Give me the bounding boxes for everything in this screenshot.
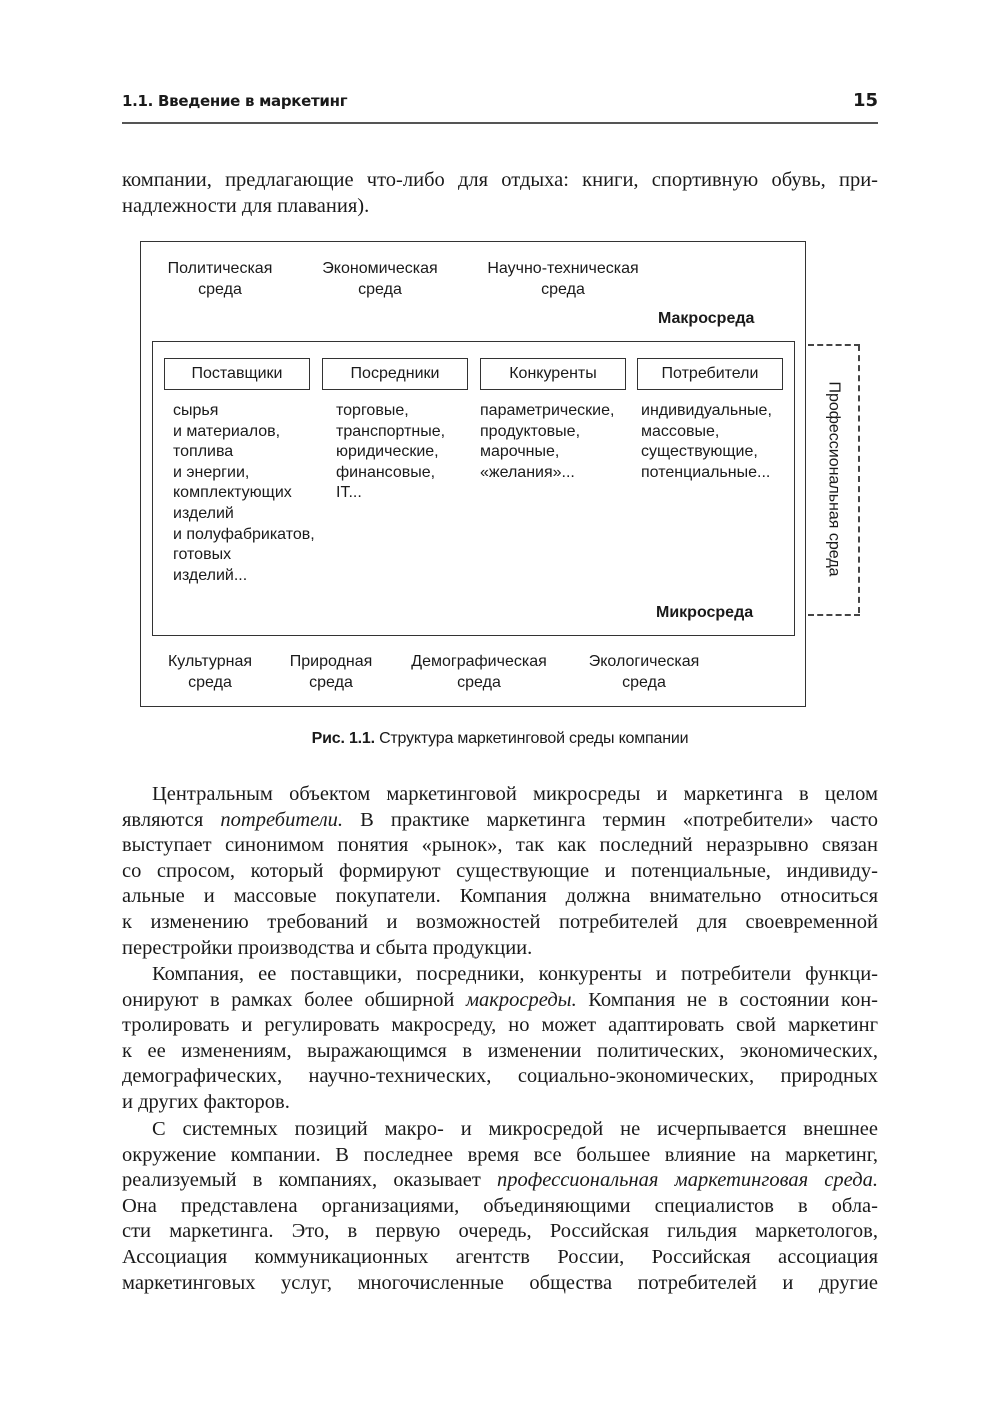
detail-line: финансовые, <box>336 463 436 481</box>
figure-number: Рис. 1.1. <box>311 730 375 747</box>
detail-line: параметрические, <box>480 402 615 419</box>
text-line: тролировать и регулировать макросреду, но может адаптировать свой маркетинг <box>122 1014 878 1037</box>
text-line: Она представлена организациями, объединяющими специалистов в обла- <box>122 1194 878 1217</box>
text-line: и других факторов. <box>122 1090 290 1113</box>
figure-caption <box>0 730 1000 748</box>
macro-factor-scientific: Научно-техническая среда <box>487 260 639 298</box>
book-page: 1.1. Введение в маркетинг 15 компании, предлагающие что-либо для отдыха: книги, спортивную обувь, при- надлежности для плавания). Политическая среда Экономическая среда Научно-техническая среда Макросреда Поставщики Посредники Конкуренты Потребители сырья и материалов, топлива и энергии, комплектующих изделий и полуфабрикатов, готовых изделий... торговые, транспортные, юридические, финансовые, IT... параметрические, продуктовые, марочные, «желания»... индивидуальные, массовые, существующие, потенциальные... Микросреда Культурная среда Природная среда Демографическая среда Экологическая среда Профессиональная среда Рис. 1.1. Структура маркетинговой среды компании Центральным объектом маркетинговой микросреды и маркетинга в целом являются потребители. В практике маркетинга термин «потребители» часто выступает синонимом понятия «рынок», так как последний неразрывно связан со спросом, который формируют существующие и потенциальные, индивиду- альные и массовые покупатели. Компания должна внимательно относиться к изменению требований и возможностей потребителей для своевременной перестройки производства и сбыта продукции. Компания, ее поставщики, посредники, конкуренты и потребители функци- онируют в рамках более обширной макросреды. Компания не в состоянии кон- тролировать и регулировать макросреду, но может адаптировать свой маркетинг к ее изменениям, выражающимся в изменении политических, экономических, демографических, научно-технических, социально-экономических, природных и других факторов. С системных позиций макро- и микросредой не исчерпывается внешнее окружение компании. В последнее время все большее влияние на маркетинг, реализуемый в компаниях, оказывает профессиональная маркетинговая среда. Она представлена организациями, объединяющими специалистов в обла- сти маркетинга. Это, в первую очередь, Российская гильдия маркетологов, Ассоциация коммуникационных агентств России, Российская ассоциация маркетинговых услуг, многочисленные общества потребителей и другие <box>0 0 1000 1413</box>
text-line: Центральным объектом маркетинговой микросреды и маркетинга в целом <box>152 783 878 805</box>
detail-line: комплектующих <box>173 484 292 502</box>
detail-line: «желания»... <box>480 463 575 481</box>
detail-line: массовые, <box>641 422 720 440</box>
emphasized-term: профессиональная маркетинговая среда. <box>496 1169 878 1192</box>
professional-env-bracket-top <box>808 344 860 346</box>
macro-factor-ecological: Экологическая среда <box>588 653 700 691</box>
micro-box-intermediaries: Посредники <box>322 358 468 390</box>
detail-line: продуктовые, <box>480 422 581 440</box>
detail-line: и энергии, <box>173 463 250 481</box>
text-line: к изменению требований и возможностей потребителей для своевременной <box>122 910 878 933</box>
detail-line: изделий... <box>173 566 248 584</box>
text-line: онируют в рамках более обширной макросреды. Компания не в состоянии кон- <box>122 988 878 1011</box>
detail-line: марочные, <box>480 443 560 461</box>
detail-line: транспортные, <box>336 422 446 440</box>
text-line: С системных позиций макро- и микросредой не исчерпывается внешнее <box>152 1118 878 1140</box>
text-line: Ассоциация коммуникационных агентств России, Российская ассоциация <box>122 1245 878 1268</box>
detail-line: индивидуальные, <box>641 402 772 419</box>
figure-caption-text: Структура маркетинговой среды компании <box>374 730 689 747</box>
body-paragraph <box>122 1117 878 1296</box>
detail-line: IT... <box>336 484 362 502</box>
detail-line: юридические, <box>336 443 439 461</box>
macro-factor-demographic: Демографическая среда <box>411 653 547 691</box>
macro-factor-cultural: Культурная среда <box>167 653 252 691</box>
text-line: окружение компании. В последнее время все большее влияние на маркетинг, <box>122 1143 878 1166</box>
macro-factor-economic: Экономическая среда <box>322 260 438 298</box>
detail-line: и полуфабрикатов, <box>173 525 315 543</box>
detail-line: сырья <box>173 402 219 419</box>
header-rule <box>122 122 878 124</box>
micro-box-suppliers: Поставщики <box>164 358 310 390</box>
page-number: 15 <box>852 90 878 111</box>
professional-env-bracket-bottom <box>808 614 860 616</box>
micro-environment-label: Микросреда <box>656 604 754 621</box>
text-line: демографических, научно-технических, социально-экономических, природных <box>122 1065 878 1088</box>
intermediaries-details <box>336 401 445 504</box>
suppliers-details <box>173 401 315 586</box>
detail-line: торговые, <box>336 402 409 419</box>
detail-line: потенциальные... <box>641 463 771 481</box>
professional-env-bracket <box>858 345 860 613</box>
micro-box-consumers: Потребители <box>637 358 783 390</box>
detail-line: готовых <box>173 546 232 564</box>
detail-line: и материалов, <box>173 422 281 440</box>
consumers-details <box>641 401 772 483</box>
detail-line: топлива <box>173 443 234 461</box>
text-line: маркетинговых услуг, многочисленные общества потребителей и другие <box>122 1271 878 1294</box>
body-paragraph <box>122 962 878 1116</box>
text-line: сти маркетинга. Это, в первую очередь, Российская гильдия маркетологов, <box>122 1220 878 1243</box>
text-line: альные и массовые покупатели. Компания должна внимательно относиться <box>122 885 878 908</box>
macro-factor-political: Политическая среда <box>167 260 273 298</box>
text-line: перестройки производства и сбыта продукции. <box>122 936 533 959</box>
emphasized-term: потребители. <box>220 808 344 831</box>
detail-line: изделий <box>173 504 234 522</box>
text-line: надлежности для плавания). <box>122 194 370 217</box>
macro-factor-natural: Природная среда <box>289 653 373 691</box>
micro-box-competitors: Конкуренты <box>480 358 626 390</box>
text-line: к ее изменениям, выражающимся в изменении политических, экономических, <box>122 1039 878 1062</box>
macro-environment-label: Макросреда <box>658 310 755 327</box>
detail-line: существующие, <box>641 443 758 461</box>
text-line: выступает синонимом понятия «рынок», так как последний неразрывно связан <box>122 834 878 857</box>
intro-paragraph <box>122 168 878 219</box>
text-line: компании, предлагающие что-либо для отдыха: книги, спортивную обувь, при- <box>122 169 878 191</box>
running-header-title: 1.1. Введение в маркетинг <box>122 92 348 110</box>
text-line: реализуемый в компаниях, оказывает профессиональная маркетинговая среда. <box>122 1169 878 1192</box>
competitors-details <box>480 401 614 483</box>
text-line: являются потребители. В практике маркетинга термин «потребители» часто <box>122 808 878 831</box>
text-line: Компания, ее поставщики, посредники, конкуренты и потребители функци- <box>152 963 878 985</box>
body-paragraph <box>122 782 878 961</box>
emphasized-term: макросреды. <box>465 988 577 1011</box>
text-line: со спросом, который формируют существующие и потенциальные, индивиду- <box>122 859 878 882</box>
